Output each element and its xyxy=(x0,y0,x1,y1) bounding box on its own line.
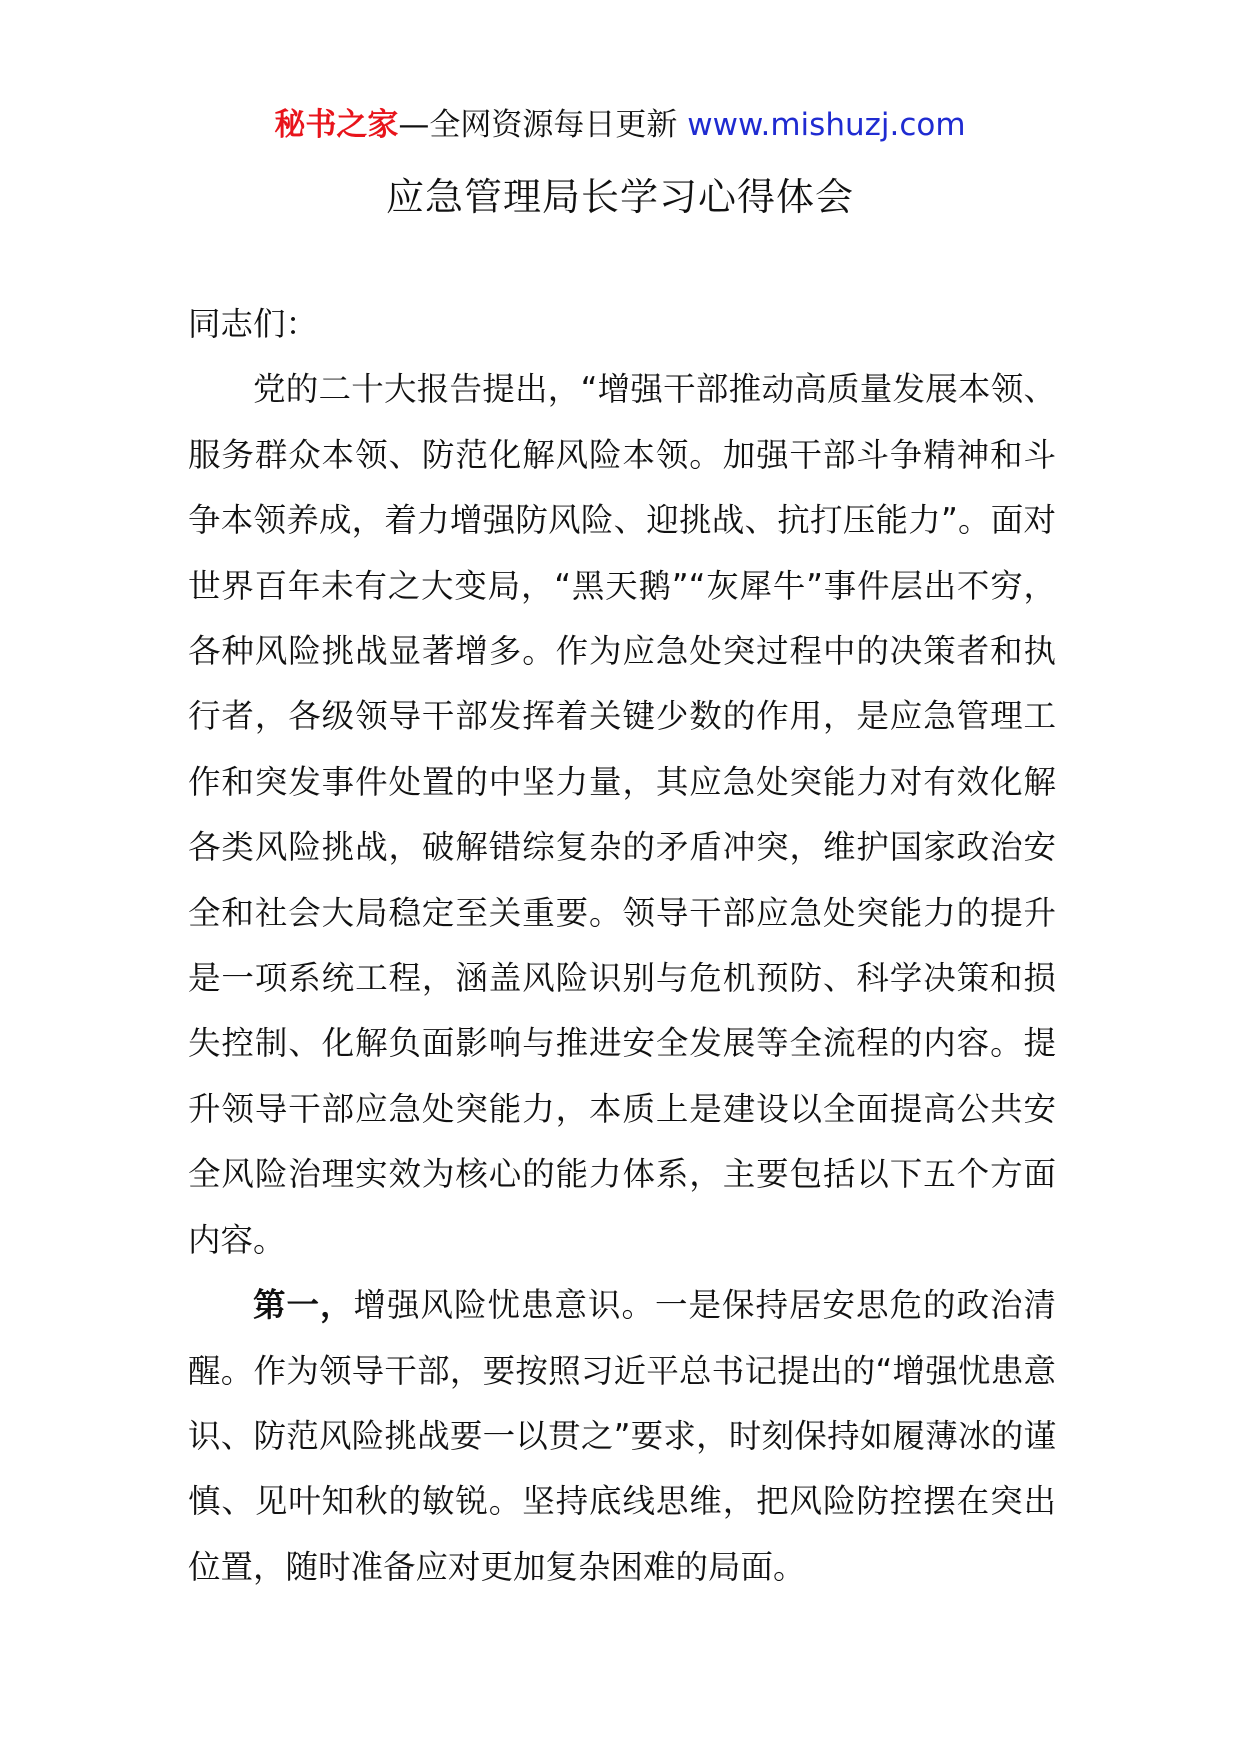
paragraph-1-text: 党的二十大报告提出，“增强干部推动高质量发展本领、服务群众本领、防范化解风险本领。加强干部斗争精神和斗争本领养成，着力增强防风险、迎挑战、抗打压能力”。面对世界百年未有之大变局，“黑天鹅”“灰犀牛”事件层出不穷，各种风险挑战显著增多。作为应急处突过程中的决策者和执行者，各级领导干部发挥着关键少数的作用，是应急管理工作和突发事件处置的中坚力量，其应急处突能力对有效化解各类风险挑战，破解错综复杂的矛盾冲突，维护国家政治安全和社会大局稳定至关重要。领导干部应急处突能力的提升是一项系统工程，涵盖风险识别与危机预防、科学决策和损失控制、化解负面影响与推进安全发展等全流程的内容。提升领导干部应急处突能力，本质上是建设以全面提高公共安全风险治理实效为核心的能力体系，主要包括以下五个方面内容。 xyxy=(188,370,1056,1259)
document-body xyxy=(188,292,1056,1600)
site-header xyxy=(0,104,1240,146)
paragraph-2-lead: 第一， xyxy=(253,1286,354,1325)
paragraph-1 xyxy=(188,357,1056,1273)
header-tagline: —全网资源每日更新 xyxy=(398,107,688,143)
document-title: 应急管理局长学习心得体会 xyxy=(385,175,854,219)
site-url-link[interactable]: www.mishuzj.com xyxy=(687,107,966,143)
paragraph-2 xyxy=(188,1273,1056,1600)
brand-name: 秘书之家 xyxy=(274,107,399,143)
paragraph-2-text: 增强风险忧患意识。一是保持居安思危的政治清醒。作为领导干部，要按照习近平总书记提出的“增强忧患意识、防范风险挑战要一以贯之”要求，时刻保持如履薄冰的谨慎、见叶知秋的敏锐。坚持底线思维，把风险防控摆在突出位置，随时准备应对更加复杂困难的局面。 xyxy=(188,1286,1056,1586)
salutation: 同志们： xyxy=(188,305,319,343)
